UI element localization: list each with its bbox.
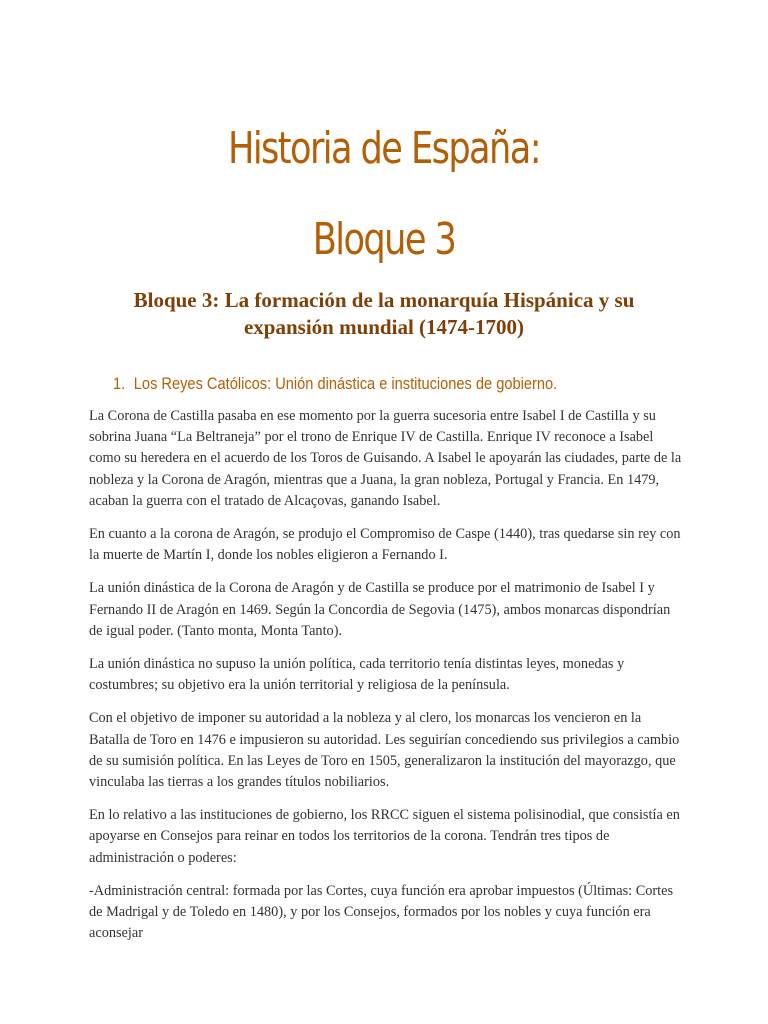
paragraph: En lo relativo a las instituciones de gobierno, los RRCC siguen el sistema polisinodial, que consistía en apoyarse en Consejos para reinar en todos los territorios de la corona. Tendrán tres tipos de administración o poderes: bbox=[89, 807, 680, 866]
document-subtitle: Bloque 3: La formación de la monarquía Hispánica y su expansión mundial (1474-1700) bbox=[133, 288, 635, 339]
paragraph: En cuanto a la corona de Aragón, se produjo el Compromiso de Caspe (1440), tras quedarse sin rey con la muerte de Martín I, donde los nobles eligieron a Fernando I. bbox=[89, 526, 681, 564]
paragraph: La Corona de Castilla pasaba en ese momento por la guerra sucesoria entre Isabel I de Castilla y su sobrina Juana “La Beltraneja” por el trono de Enrique IV de Castilla. Enrique IV reconoce a Isabel como su heredera en el acuerdo de los Toros de Guisando. A Isabel le apoyarán las ciudades, parte de la nobleza y la Corona de Aragón, mientras que a Juana, la gran nobleza, Portugal y Francia. En 1479, acaban la guerra con el tratado de Alcaçovas, ganando Isabel. bbox=[89, 408, 682, 509]
paragraph: -Administración central: formada por las Cortes, cuya función era aprobar impuestos (Últimas: Cortes de Madrigal y de Toledo en 1480), y por los Consejos, formados por los nobles y cuya función era aconsejar bbox=[89, 882, 674, 942]
paragraph: La unión dinástica de la Corona de Aragón y de Castilla se produce por el matrimonio de Isabel I y Fernando II de Aragón en 1469. Según la Concordia de Segovia (1475), ambos monarcas dispondrían de igual poder. (Tanto monta, Monta Tanto). bbox=[89, 580, 671, 639]
document-title-line2: Bloque 3 bbox=[312, 214, 456, 265]
paragraph: Con el objetivo de imponer su autoridad a la nobleza y al clero, los monarcas los vencieron en la Batalla de Toro en 1476 e impusieron su autoridad. Les seguirían concediendo sus privilegios a cambio de su sumisión política. En las Leyes de Toro en 1505, generalizaron la institución del mayorazgo, que vinculaba las tierras a los grandes títulos nobiliarios. bbox=[89, 710, 680, 791]
section-heading bbox=[113, 374, 557, 394]
section-heading-text: Los Reyes Católicos: Unión dinástica e instituciones de gobierno. bbox=[133, 374, 558, 393]
document-title-line1: Historia de España: bbox=[228, 123, 540, 174]
body-text bbox=[89, 406, 683, 956]
section-number: 1. bbox=[113, 374, 126, 393]
paragraph: La unión dinástica no supuso la unión política, cada territorio tenía distintas leyes, monedas y costumbres; su objetivo era la unión territorial y religiosa de la península. bbox=[89, 656, 625, 694]
